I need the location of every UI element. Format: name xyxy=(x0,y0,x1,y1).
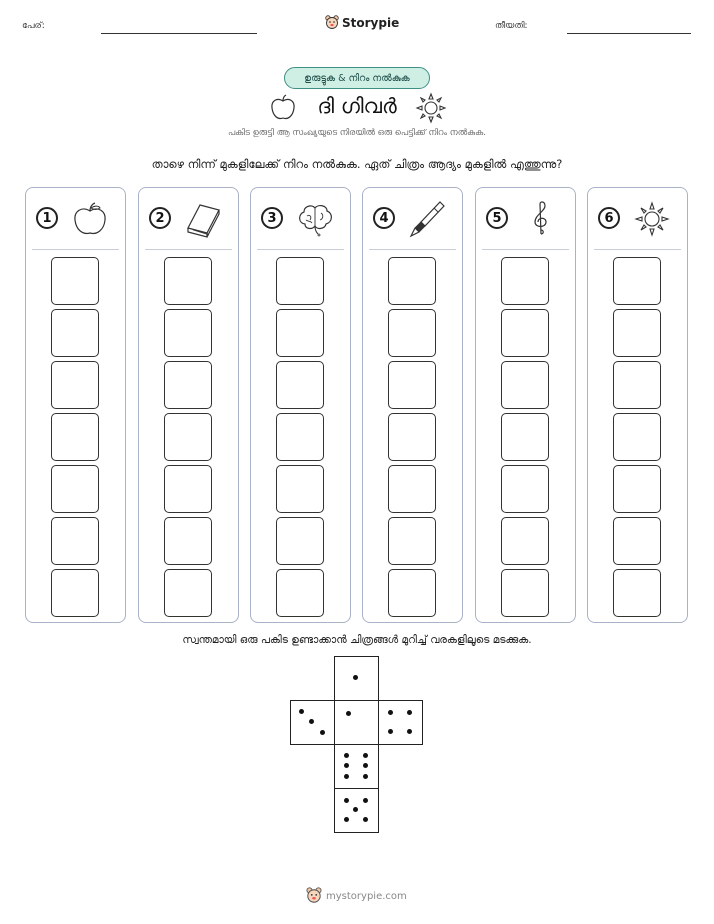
color-box[interactable] xyxy=(388,569,436,617)
name-line[interactable] xyxy=(101,33,257,34)
column-2 xyxy=(138,187,239,623)
sun-icon xyxy=(632,200,672,238)
color-box[interactable] xyxy=(164,517,212,565)
column-1 xyxy=(25,187,126,623)
subtitle: പകിട ഉരുട്ടി ആ സംഖ്യയുടെ നിരയിൽ ഒരു പെട്ടിക്ക് നിറം നൽകുക. xyxy=(228,128,486,138)
color-box[interactable] xyxy=(388,465,436,513)
color-box[interactable] xyxy=(388,413,436,461)
fountain-pen-icon xyxy=(407,200,447,238)
color-box[interactable] xyxy=(276,361,324,409)
color-box[interactable] xyxy=(501,517,549,565)
column-divider xyxy=(482,249,569,250)
color-box[interactable] xyxy=(501,309,549,357)
color-box[interactable] xyxy=(388,257,436,305)
date-line[interactable] xyxy=(567,33,691,34)
footer-url[interactable]: mystorypie.com xyxy=(326,890,407,902)
activity-badge: ഉരുട്ടുക & നിറം നൽകുക xyxy=(284,67,430,89)
dice-pip xyxy=(346,711,351,716)
dice-face-center xyxy=(334,700,379,745)
dice-pip xyxy=(407,710,412,715)
page-title: ദി ഗിവർ xyxy=(317,93,397,118)
color-box[interactable] xyxy=(164,309,212,357)
dice-pip xyxy=(344,763,349,768)
dice-pip xyxy=(363,817,368,822)
date-label: തീയതി: xyxy=(495,21,528,31)
color-box[interactable] xyxy=(388,309,436,357)
dice-pip xyxy=(353,807,358,812)
color-box[interactable] xyxy=(501,413,549,461)
column-divider xyxy=(594,249,681,250)
dice-pip xyxy=(363,798,368,803)
color-box[interactable] xyxy=(51,257,99,305)
color-box[interactable] xyxy=(51,413,99,461)
color-box[interactable] xyxy=(613,257,661,305)
column-number: 5 xyxy=(486,207,508,229)
color-box[interactable] xyxy=(276,309,324,357)
apple-icon xyxy=(268,93,298,123)
name-label: പേര്: xyxy=(22,21,45,31)
column-number: 6 xyxy=(598,207,620,229)
color-box[interactable] xyxy=(501,257,549,305)
column-divider xyxy=(369,249,456,250)
dice-pip xyxy=(309,719,314,724)
column-number: 4 xyxy=(373,207,395,229)
color-box[interactable] xyxy=(276,257,324,305)
dice-pip xyxy=(363,753,368,758)
column-divider xyxy=(145,249,232,250)
brand-name: Storypie xyxy=(342,16,400,30)
dice-pip xyxy=(344,774,349,779)
apple-icon xyxy=(70,200,110,238)
color-box[interactable] xyxy=(501,569,549,617)
dice-pip xyxy=(344,753,349,758)
dice-pip xyxy=(407,729,412,734)
column-number: 2 xyxy=(149,207,171,229)
color-box[interactable] xyxy=(613,465,661,513)
dice-face-left xyxy=(290,700,335,745)
bear-logo-icon xyxy=(325,15,339,31)
color-box[interactable] xyxy=(51,309,99,357)
sun-icon xyxy=(415,92,447,124)
dice-instruction: സ്വന്തമായി ഒരു പകിട ഉണ്ടാക്കാൻ ചിത്രങ്ങൾ മുറിച്ച് വരകളിലൂടെ മടക്കുക. xyxy=(182,634,532,646)
color-box[interactable] xyxy=(388,361,436,409)
treble-clef-icon xyxy=(520,200,560,238)
color-box[interactable] xyxy=(51,517,99,565)
column-5 xyxy=(475,187,576,623)
color-box[interactable] xyxy=(164,257,212,305)
color-box[interactable] xyxy=(276,465,324,513)
column-number: 3 xyxy=(261,207,283,229)
column-4 xyxy=(362,187,463,623)
column-divider xyxy=(32,249,119,250)
color-box[interactable] xyxy=(164,569,212,617)
color-box[interactable] xyxy=(276,413,324,461)
column-6 xyxy=(587,187,688,623)
dice-pip xyxy=(363,774,368,779)
color-box[interactable] xyxy=(613,517,661,565)
color-box[interactable] xyxy=(276,517,324,565)
instruction: താഴെ നിന്ന് മുകളിലേക്ക് നിറം നൽകുക. ഏത് ചിത്രം ആദ്യം മുകളിൽ എത്തുന്നു? xyxy=(151,157,563,171)
column-3 xyxy=(250,187,351,623)
color-box[interactable] xyxy=(501,361,549,409)
column-divider xyxy=(257,249,344,250)
footer xyxy=(306,885,416,907)
color-box[interactable] xyxy=(164,465,212,513)
dice-face-top xyxy=(334,656,379,701)
dice-pip xyxy=(363,763,368,768)
dice-face-bottom xyxy=(334,788,379,833)
color-box[interactable] xyxy=(51,465,99,513)
dice-pip xyxy=(353,675,358,680)
dice-pip xyxy=(344,817,349,822)
color-box[interactable] xyxy=(51,361,99,409)
color-box[interactable] xyxy=(51,569,99,617)
dice-face-right xyxy=(378,700,423,745)
dice-face-lower xyxy=(334,744,379,789)
color-box[interactable] xyxy=(613,569,661,617)
color-box[interactable] xyxy=(164,361,212,409)
color-box[interactable] xyxy=(501,465,549,513)
dice-pip xyxy=(388,710,393,715)
bear-logo-icon xyxy=(306,887,322,905)
book-icon xyxy=(183,200,223,238)
color-box[interactable] xyxy=(613,309,661,357)
brand-logo xyxy=(325,12,405,34)
color-box[interactable] xyxy=(276,569,324,617)
dice-pip xyxy=(320,730,325,735)
color-box[interactable] xyxy=(613,413,661,461)
dice-pip xyxy=(344,798,349,803)
brain-icon xyxy=(295,200,335,238)
dice-pip xyxy=(388,729,393,734)
dice-pip xyxy=(299,709,304,714)
color-box[interactable] xyxy=(613,361,661,409)
color-box[interactable] xyxy=(388,517,436,565)
color-box[interactable] xyxy=(164,413,212,461)
column-number: 1 xyxy=(36,207,58,229)
